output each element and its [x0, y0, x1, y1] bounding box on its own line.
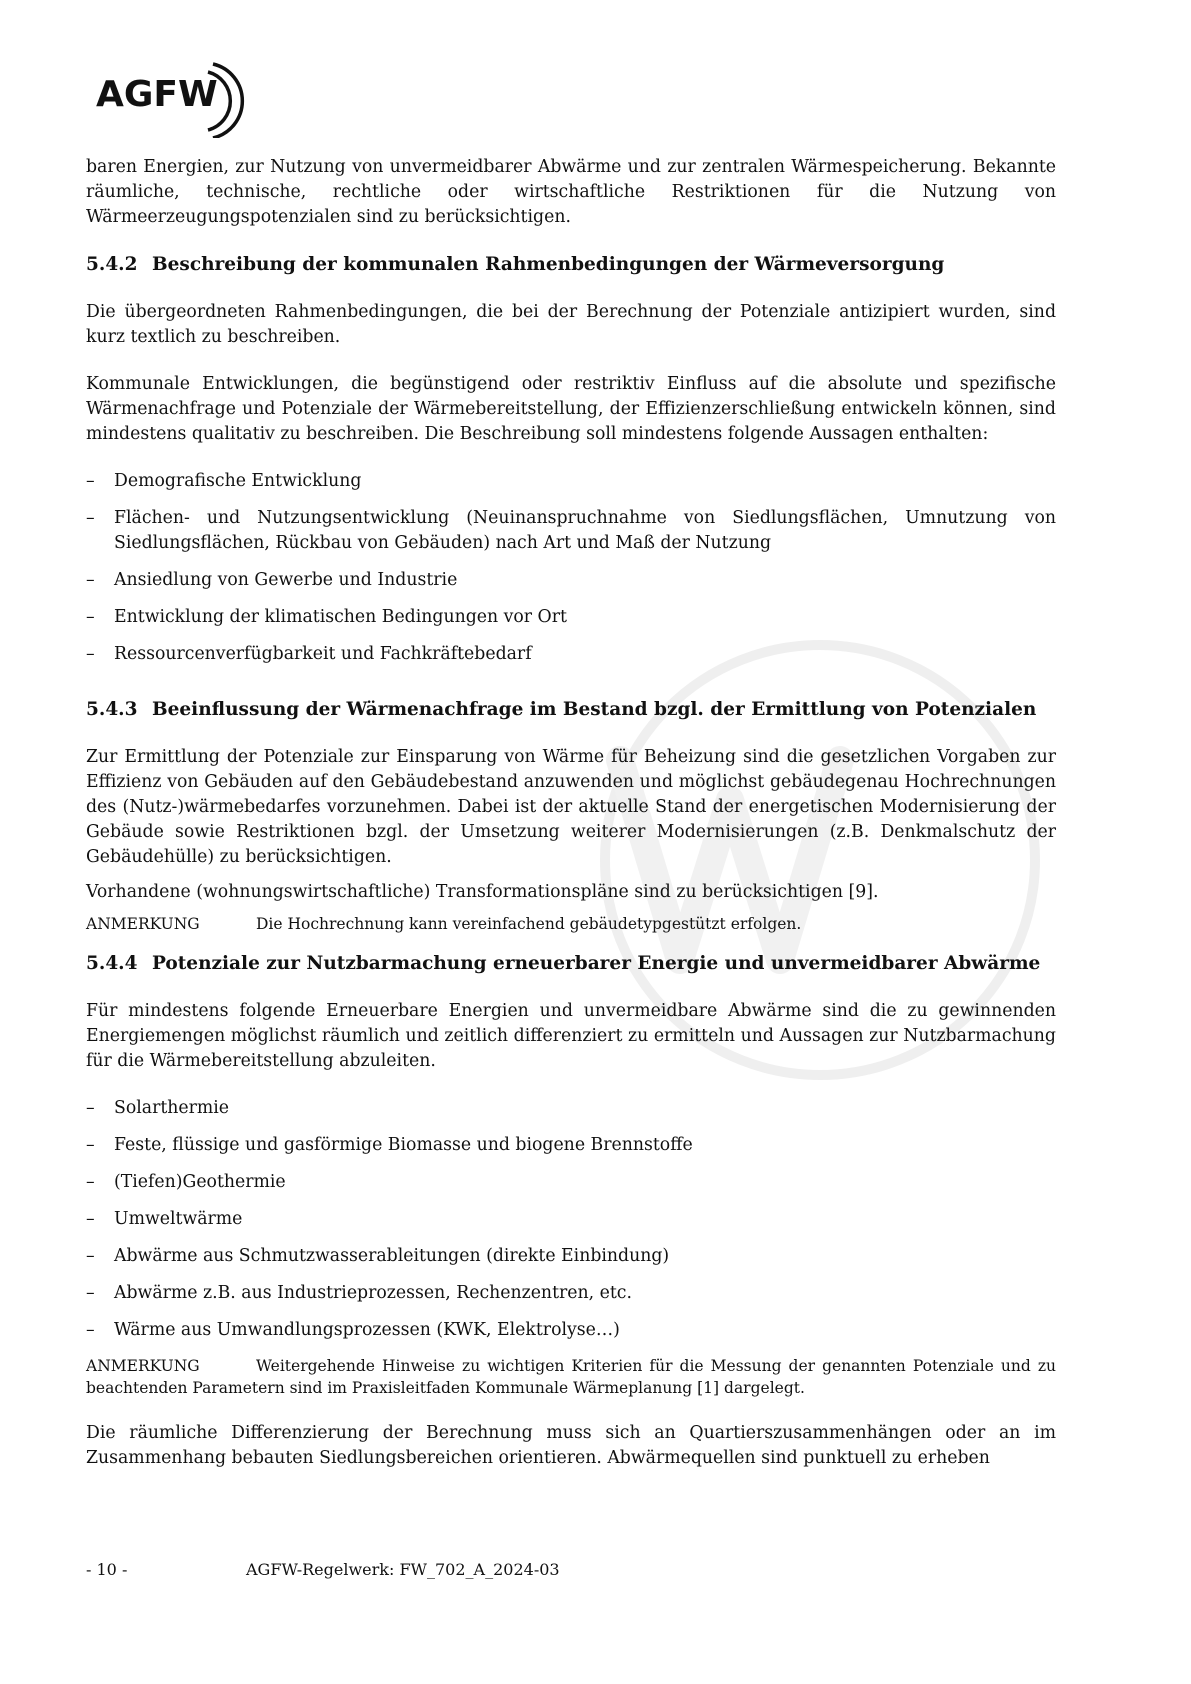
list-item: – Demografische Entwicklung	[86, 469, 1056, 494]
section-number: 5.4.2	[86, 254, 138, 275]
section-title: Beeinflussung der Wärmenachfrage im Bestand bzgl. der Ermittlung von Potenzialen	[152, 699, 1037, 720]
list-item: – Umweltwärme	[86, 1207, 1056, 1232]
dash-marker: –	[86, 570, 95, 590]
note-label: ANMERKUNG	[86, 915, 200, 933]
agfw-logo	[86, 58, 246, 138]
list-item: – (Tiefen)Geothermie	[86, 1170, 1056, 1195]
bullet-list	[86, 469, 1056, 667]
section-heading-5-4-2	[86, 252, 1056, 278]
dash-marker: –	[86, 471, 95, 491]
section-title: Potenziale zur Nutzbarmachung erneuerbarer Energie und unvermeidbarer Abwärme	[152, 953, 1041, 974]
page-number: - 10 -	[86, 1560, 128, 1579]
paragraph: Die räumliche Differenzierung der Berechnung muss sich an Quartierszusammenhängen oder an im Zusammenhang bebauten Siedlungsbereichen orientieren. Abwärmequellen sind punktuell zu erheben	[86, 1423, 1056, 1468]
note-text: Die Hochrechnung kann vereinfachend gebäudetypgestützt erfolgen.	[256, 915, 802, 933]
logo-arc-icon	[86, 58, 246, 138]
intro-paragraph: baren Energien, zur Nutzung von unvermeidbarer Abwärme und zur zentralen Wärmespeicherung. Bekannte räumliche, technische, rechtliche oder wirtschaftliche Restriktionen für die Nutzung von Wärmeerzeugungspotenzialen sind zu berücksichtigen.	[86, 157, 1056, 227]
list-item: – Solarthermie	[86, 1096, 1056, 1121]
section-heading-5-4-3	[86, 697, 1056, 723]
note-label: ANMERKUNG	[86, 1357, 200, 1375]
dash-marker: –	[86, 644, 95, 664]
paragraph: Die übergeordneten Rahmenbedingungen, die bei der Berechnung der Potenziale antizipiert wurden, sind kurz textlich zu beschreiben.	[86, 302, 1056, 347]
dash-marker: –	[86, 1320, 95, 1340]
dash-marker: –	[86, 1098, 95, 1118]
paragraph: Für mindestens folgende Erneuerbare Energien und unvermeidbare Abwärme sind die zu gewinnenden Energiemengen möglichst räumlich und zeitlich differenziert zu ermitteln und Aussagen zur Nutzbarmachung für die Wärmebereitstellung abzuleiten.	[86, 1001, 1056, 1071]
dash-marker: –	[86, 607, 95, 627]
bullet-list	[86, 1096, 1056, 1343]
section-title: Beschreibung der kommunalen Rahmenbedingungen der Wärmeversorgung	[152, 254, 945, 275]
paragraph: Zur Ermittlung der Potenziale zur Einsparung von Wärme für Beheizung sind die gesetzlichen Vorgaben zur Effizienz von Gebäuden auf den Gebäudebestand anzuwenden und möglichst gebäudegenau Hochrechnungen des (Nutz-)wärmebedarfes vorzunehmen. Dabei ist der aktuelle Stand der energetischen Modernisierung der Gebäude sowie Restriktionen bzgl. der Umsetzung weiterer Modernisierungen (z.B. Denkmalschutz der Gebäudehülle) zu berücksichtigen.	[86, 747, 1056, 867]
section-number: 5.4.4	[86, 953, 138, 974]
list-item: – Flächen- und Nutzungsentwicklung (Neuinanspruchnahme von Siedlungsflächen, Umnutzung von Siedlungsflächen, Rückbau von Gebäuden) nach Art und Maß der Nutzung	[86, 506, 1056, 556]
list-item: – Ressourcenverfügbarkeit und Fachkräftebedarf	[86, 642, 1056, 667]
note-text: Weitergehende Hinweise zu wichtigen Kriterien für die Messung der genannten Potenziale und zu beachtenden Parametern sind im Praxisleitfaden Kommunale Wärmeplanung [1] dargelegt.	[86, 1357, 1056, 1397]
list-item: – Wärme aus Umwandlungsprozessen (KWK, Elektrolyse…)	[86, 1318, 1056, 1343]
page-footer	[86, 1560, 560, 1579]
list-item: – Feste, flüssige und gasförmige Biomasse und biogene Brennstoffe	[86, 1133, 1056, 1158]
dash-marker: –	[86, 508, 95, 528]
logo-text: AGFW	[96, 74, 218, 115]
dash-marker: –	[86, 1209, 95, 1229]
note	[86, 913, 1056, 935]
dash-marker: –	[86, 1283, 95, 1303]
list-item: – Entwicklung der klimatischen Bedingungen vor Ort	[86, 605, 1056, 630]
section-number: 5.4.3	[86, 699, 138, 720]
dash-marker: –	[86, 1135, 95, 1155]
dash-marker: –	[86, 1172, 95, 1192]
list-item: – Abwärme aus Schmutzwasserableitungen (direkte Einbindung)	[86, 1244, 1056, 1269]
paragraph: Kommunale Entwicklungen, die begünstigend oder restriktiv Einfluss auf die absolute und spezifische Wärmenachfrage und Potenziale der Wärmebereitstellung, der Effizienzerschließung entwickeln können, sind mindestens qualitativ zu beschreiben. Die Beschreibung soll mindestens folgende Aussagen enthalten:	[86, 374, 1056, 444]
list-item: – Abwärme z.B. aus Industrieprozessen, Rechenzentren, etc.	[86, 1281, 1056, 1306]
document-body	[86, 155, 1056, 1471]
paragraph: Vorhandene (wohnungswirtschaftliche) Transformationspläne sind zu berücksichtigen [9].	[86, 882, 879, 902]
list-item: – Ansiedlung von Gewerbe und Industrie	[86, 568, 1056, 593]
section-heading-5-4-4	[86, 951, 1056, 977]
note	[86, 1355, 1056, 1399]
dash-marker: –	[86, 1246, 95, 1266]
document-id: AGFW-Regelwerk: FW_702_A_2024-03	[246, 1560, 560, 1579]
